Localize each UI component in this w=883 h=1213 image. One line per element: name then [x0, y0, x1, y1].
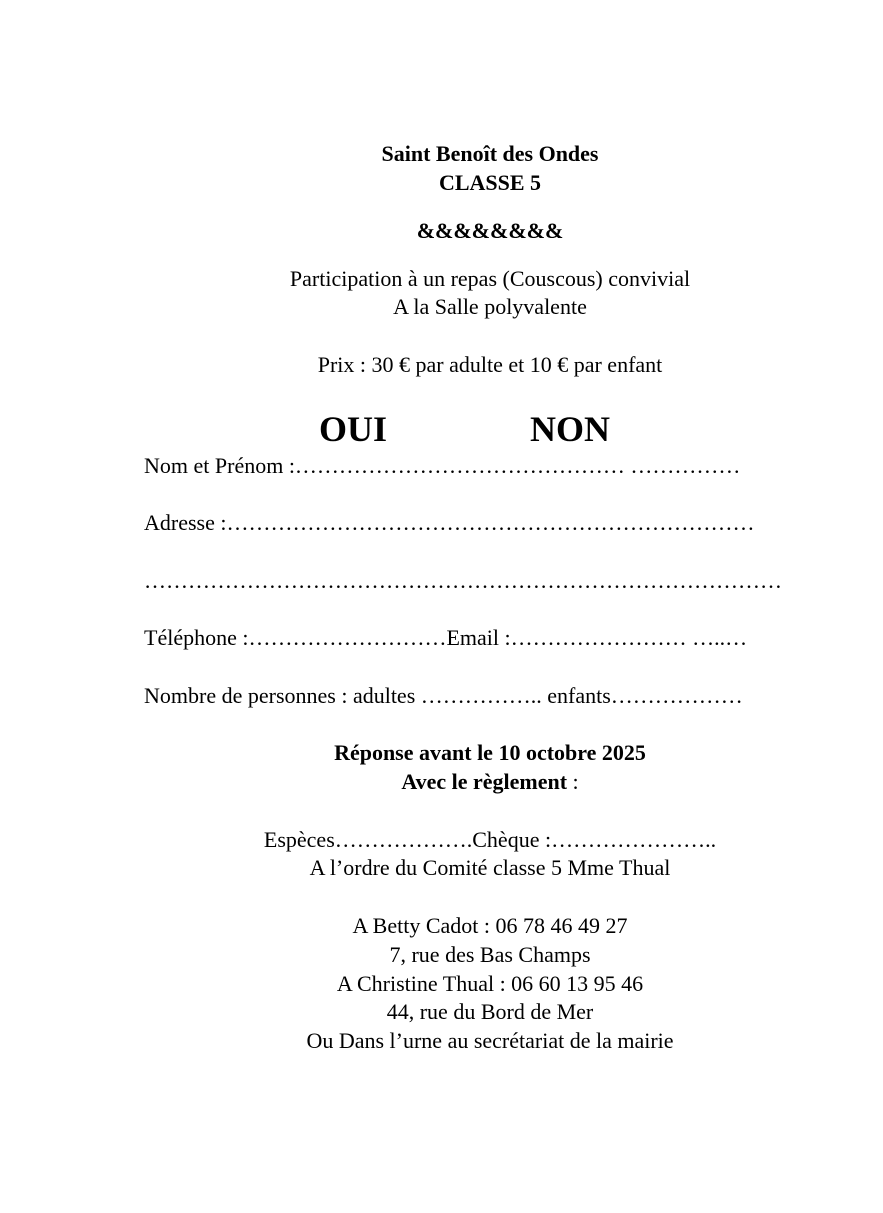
urn-note: Ou Dans l’urne au secrétariat de la mairie	[306, 1028, 674, 1053]
payment-methods[interactable]: Espèces……………….Chèque :…………………..	[263, 827, 717, 852]
contact-christine: A Christine Thual : 06 60 13 95 46	[336, 971, 644, 996]
payment-heading-bold: Avec le règlement	[401, 769, 568, 794]
separator: &&&&&&&&	[416, 218, 564, 243]
contact-christine-address: 44, rue du Bord de Mer	[386, 999, 594, 1024]
yes-option[interactable]: OUI	[319, 409, 388, 449]
event-description: Participation à un repas (Couscous) convivial	[289, 266, 691, 291]
address-field-line2[interactable]: ……………………………………………………………………………	[144, 568, 782, 593]
phone-email-field[interactable]: Téléphone :………………………Email :…………………… …..…	[144, 625, 748, 650]
contact-betty-address: 7, rue des Bas Champs	[389, 942, 591, 967]
no-option[interactable]: NON	[530, 409, 610, 449]
payment-order: A l’ordre du Comité classe 5 Mme Thual	[309, 855, 671, 880]
event-price: Prix : 30 € par adulte et 10 € par enfant	[317, 352, 663, 377]
address-field[interactable]: Adresse :………………………………………………………………	[144, 510, 755, 535]
people-count-field[interactable]: Nombre de personnes : adultes …………….. enfants………………	[144, 683, 743, 708]
payment-heading-colon: :	[567, 769, 579, 794]
page-title: Saint Benoît des Ondes	[381, 141, 599, 166]
payment-heading	[0, 768, 883, 796]
event-location: A la Salle polyvalente	[393, 294, 587, 319]
contact-betty: A Betty Cadot : 06 78 46 49 27	[352, 913, 628, 938]
response-deadline: Réponse avant le 10 octobre 2025	[334, 740, 646, 765]
page-subtitle: CLASSE 5	[438, 170, 542, 195]
name-field[interactable]: Nom et Prénom :……………………………………… ……………	[144, 453, 741, 478]
